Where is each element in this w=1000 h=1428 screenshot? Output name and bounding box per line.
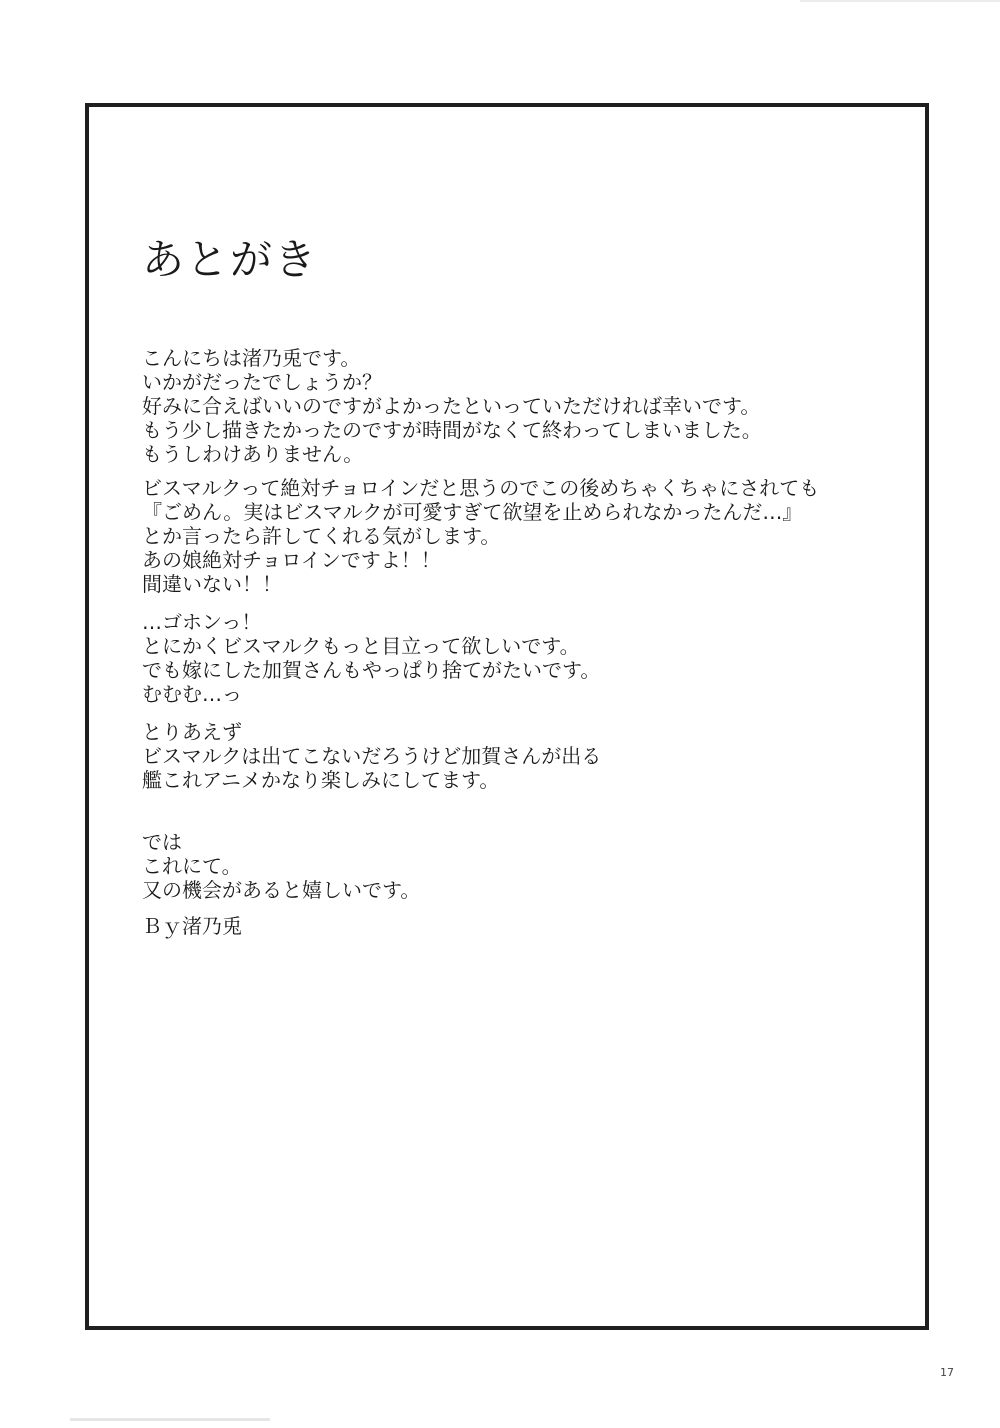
text-line: でも嫁にした加賀さんもやっぱり捨てがたいです。 xyxy=(142,658,601,682)
scan-edge-bottom xyxy=(70,1418,270,1421)
text-line: いかがだったでしょうか？ xyxy=(142,370,382,394)
text-line: とか言ったら許してくれる気がします。 xyxy=(142,524,501,548)
text-line: 『ごめん。実はビスマルクが可愛すぎて欲望を止められなかったんだ…』 xyxy=(142,500,803,524)
text-line: むむむ…っ xyxy=(142,682,242,706)
text-line: ビスマルクって絶対チョロインだと思うのでこの後めちゃくちゃにされても xyxy=(142,476,820,500)
text-line: とにかくビスマルクもっと目立って欲しいです。 xyxy=(142,634,580,658)
text-line: では xyxy=(142,830,182,854)
text-line: こんにちは渚乃兎です。 xyxy=(142,346,361,370)
text-line: 好みに合えばいいのですがよかったといっていただければ幸いです。 xyxy=(142,394,761,418)
page-title: あとがき xyxy=(142,235,319,284)
scan-edge-top xyxy=(800,0,1000,2)
text-line: とりあえず xyxy=(142,720,242,744)
page-number: 17 xyxy=(940,1366,954,1379)
text-line: …ゴホンっ！ xyxy=(142,610,262,634)
text-line: 又の機会があると嬉しいです。 xyxy=(142,878,421,902)
text-line: もう少し描きたかったのですが時間がなくて終わってしまいました。 xyxy=(142,418,762,442)
text-line: 間違いない！！ xyxy=(142,572,282,596)
text-line: ビスマルクは出てこないだろうけど加賀さんが出る xyxy=(142,744,602,768)
text-line: もうしわけありません。 xyxy=(142,442,364,466)
author-signature: Ｂｙ渚乃兎 xyxy=(142,914,242,938)
text-line: これにて。 xyxy=(142,854,242,878)
text-line: 艦これアニメかなり楽しみにしてます。 xyxy=(142,768,500,792)
text-line: あの娘絶対チョロインですよ！！ xyxy=(142,548,441,572)
